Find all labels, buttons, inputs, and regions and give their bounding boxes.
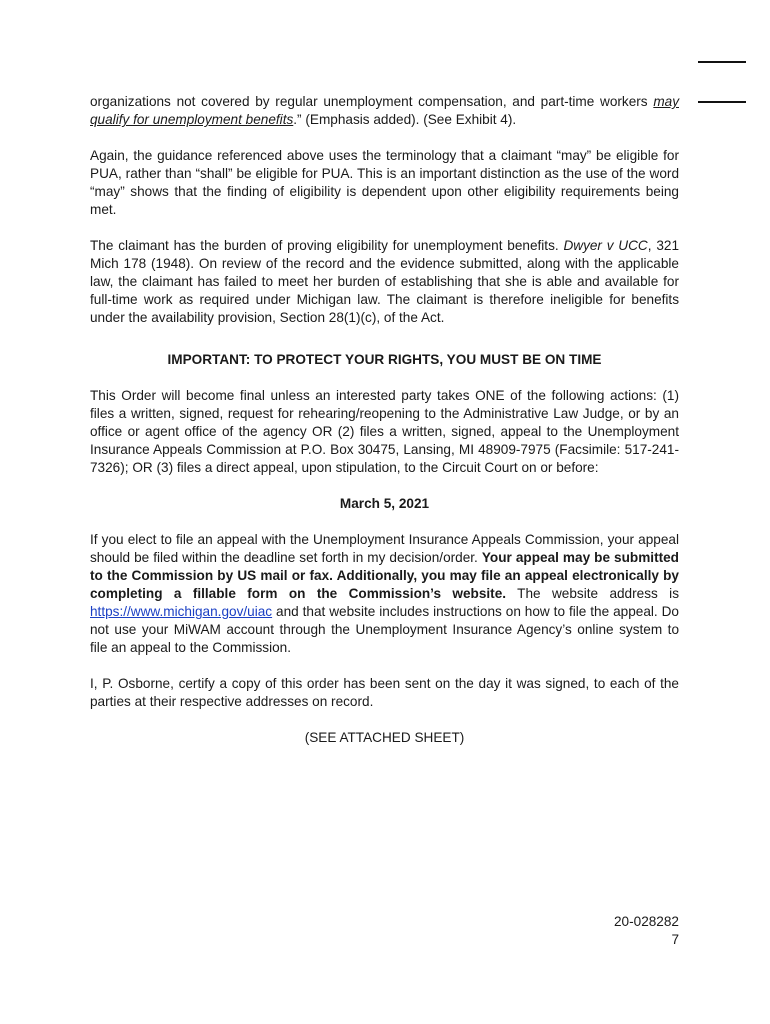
paragraph-text: If you elect to file an appeal with the Unemployment Insurance Appeals Commission, your appeal should be filed within the deadline set forth in my decision/order.: [90, 532, 679, 565]
paragraph-text: The website address is: [506, 586, 679, 601]
margin-mark-bottom: [698, 101, 746, 103]
paragraph-text: , 321 Mich 178 (1948). On review of the record and the evidence submitted, along with the applicable law, the claimant has failed to meet her burden of establishing that she is able and available for full-time work as required under Michigan law. The claimant is therefore ineligible for benefits under the availability provision, Section 28(1)(c), of the Act.: [90, 238, 679, 325]
margin-mark-top: [698, 61, 746, 63]
paragraph-certification: I, P. Osborne, certify a copy of this order has been sent on the day it was signed, to each of the parties at their respective addresses on record.: [90, 676, 679, 709]
emphasized-text: may qualify for unemployment benefits: [90, 94, 679, 127]
page-number: 7: [671, 932, 679, 947]
paragraph-pua-workers: [90, 93, 679, 129]
paragraph-appeal-options: This Order will become final unless an interested party takes ONE of the following actions: (1) files a written, signed, request for rehearing/reopening to the Administrative Law Judge, or by an office or agent office of the agency OR (2) files a written, signed, appeal to the Unemployment Insurance Appeals Commission at P.O. Box 30475, Lansing, MI 48909-7975 (Facsimile: 517-241-7326); OR (3) files a direct appeal, upon stipulation, to the Circuit Court on or before:: [90, 388, 679, 475]
docket-number: 20-028282: [613, 914, 679, 929]
case-citation: Dwyer v UCC: [563, 238, 648, 253]
paragraph-guidance: Again, the guidance referenced above uses the terminology that a claimant “may” be eligible for PUA, rather than “shall” be eligible for PUA. This is an important distinction as the use of the word “may” shows that the finding of eligibility is dependent upon other eligibility requirements being met.: [90, 148, 679, 217]
paragraph-text: organizations not covered by regular unemployment compensation, and part-time workers: [90, 94, 654, 109]
important-heading: IMPORTANT: TO PROTECT YOUR RIGHTS, YOU MUST BE ON TIME: [167, 352, 602, 367]
paragraph-text: .” (Emphasis added). (See Exhibit 4).: [293, 112, 517, 127]
bold-instruction: Your appeal may be submitted to the Commission by US mail or fax. Additionally, you may file an appeal electronically by completing a fillable form on the Commission’s website.: [90, 550, 679, 601]
page-footer: [614, 913, 679, 949]
uiac-website-link[interactable]: https://www.michigan.gov/uiac: [90, 604, 273, 619]
see-attached-note: (SEE ATTACHED SHEET): [304, 730, 465, 745]
paragraph-burden-of-proof: [90, 237, 679, 327]
deadline-date: March 5, 2021: [339, 496, 430, 511]
paragraph-text: and that website includes instructions on how to file the appeal. Do not use your MiWAM account through the Unemployment Insurance Agency’s online system to file an appeal to the Commission.: [90, 604, 679, 655]
document-page: [90, 93, 679, 747]
paragraph-appeal-instructions: [90, 531, 679, 657]
paragraph-text: The claimant has the burden of proving eligibility for unemployment benefits.: [90, 238, 564, 253]
